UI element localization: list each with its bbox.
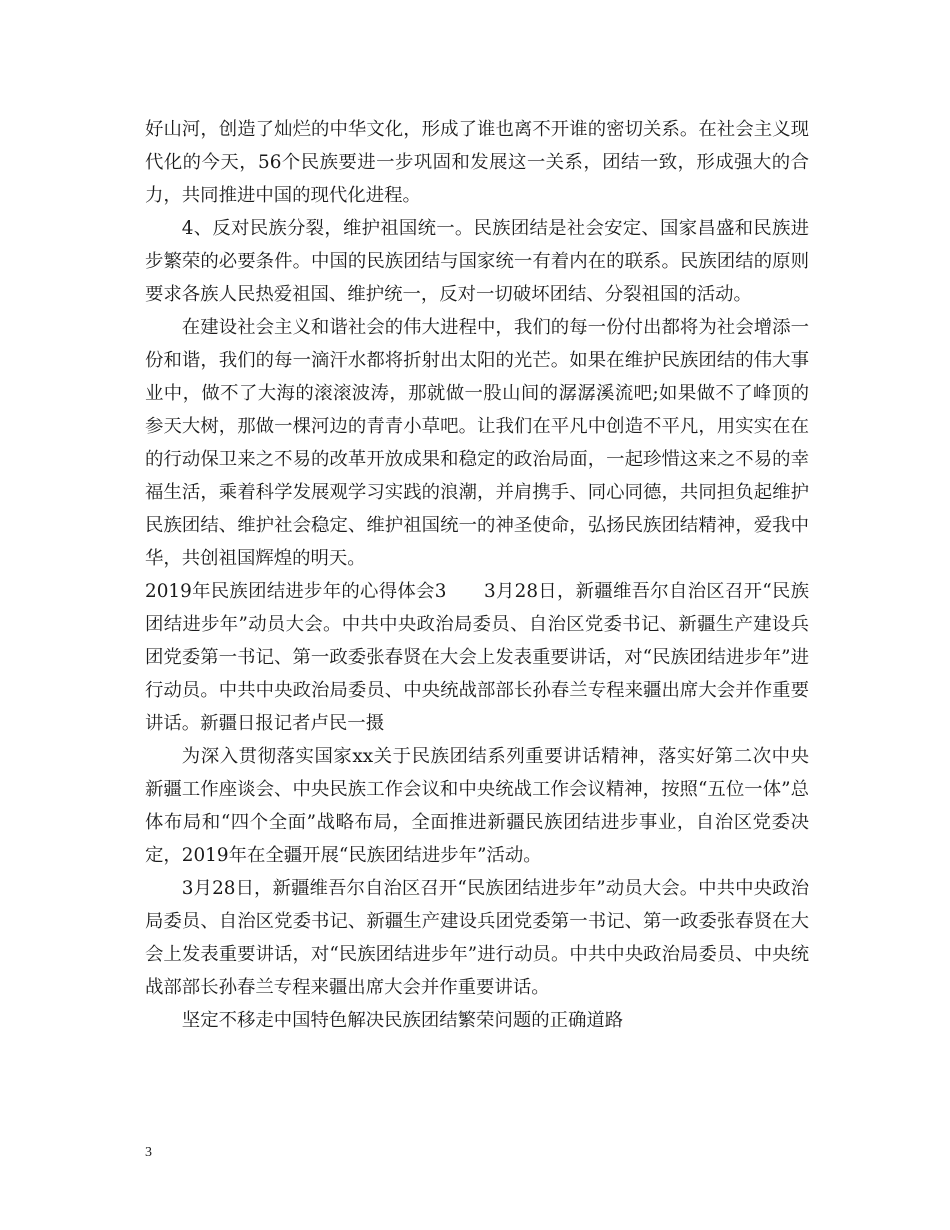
paragraph-7: 坚定不移走中国特色解决民族团结繁荣问题的正确道路 bbox=[181, 1010, 624, 1031]
page-number: 3 bbox=[145, 1145, 152, 1160]
paragraph-3: 在建设社会主义和谐社会的伟大进程中，我们的每一份付出都将为社会增添一份和谐，我们的每一滴汗水都将折射出太阳的光芒。如果在维护民族团结的伟大事业中，做不了大海的滚滚波涛，那就做一股山间的潺潺溪流吧;如果做不了峰顶的参天大树，那做一棵河边的青青小草吧。让我们在平凡中创造不平凡，用实实在在的行动保卫来之不易的改革开放成果和稳定的政治局面，一起珍惜这来之不易的幸福生活，乘着科学发展观学习实践的浪潮，并肩携手、同心同德，共同担负起维护民族团结、维护社会稳定、维护祖国统一的神圣使命，弘扬民族团结精神，爱我中华，共创祖国辉煌的明天。 bbox=[145, 317, 809, 569]
paragraph-5: 为深入贯彻落实国家xx关于民族团结系列重要讲话精神，落实好第二次中央新疆工作座谈会、中央民族工作会议和中央统战工作会议精神，按照“五位一体”总体布局和“四个全面”战略布局，全面推进新疆民族团结进步事业，自治区党委决定，2019年在全疆开展“民族团结进步年”活动。 bbox=[145, 746, 809, 866]
paragraph-6: 3月28日，新疆维吾尔自治区召开“民族团结进步年”动员大会。中共中央政治局委员、自治区党委书记、新疆生产建设兵团党委第一书记、第一政委张春贤在大会上发表重要讲话，对“民族团结进步年”进行动员。中共中央政治局委员、中央统战部部长孙春兰专程来疆出席大会并作重要讲话。 bbox=[145, 878, 809, 998]
paragraph-4-heading: 2019年民族团结进步年的心得体会3 3月28日，新疆维吾尔自治区召开“民族团结进步年”动员大会。中共中央政治局委员、自治区党委书记、新疆生产建设兵团党委第一书记、第一政委张春贤在大会上发表重要讲话，对“民族团结进步年”进行动员。中共中央政治局委员、中央统战部部长孙春兰专程来疆出席大会并作重要讲话。新疆日报记者卢民一摄 bbox=[145, 581, 809, 734]
paragraph-2: 4、反对民族分裂，维护祖国统一。民族团结是社会安定、国家昌盛和民族进步繁荣的必要条件。中国的民族团结与国家统一有着内在的联系。民族团结的原则要求各族人民热爱祖国、维护统一，反对一切破坏团结、分裂祖国的活动。 bbox=[145, 218, 809, 305]
document-body bbox=[145, 113, 809, 1037]
paragraph-1: 好山河，创造了灿烂的中华文化，形成了谁也离不开谁的密切关系。在社会主义现代化的今天，56个民族要进一步巩固和发展这一关系，团结一致，形成强大的合力，共同推进中国的现代化进程。 bbox=[145, 119, 809, 206]
